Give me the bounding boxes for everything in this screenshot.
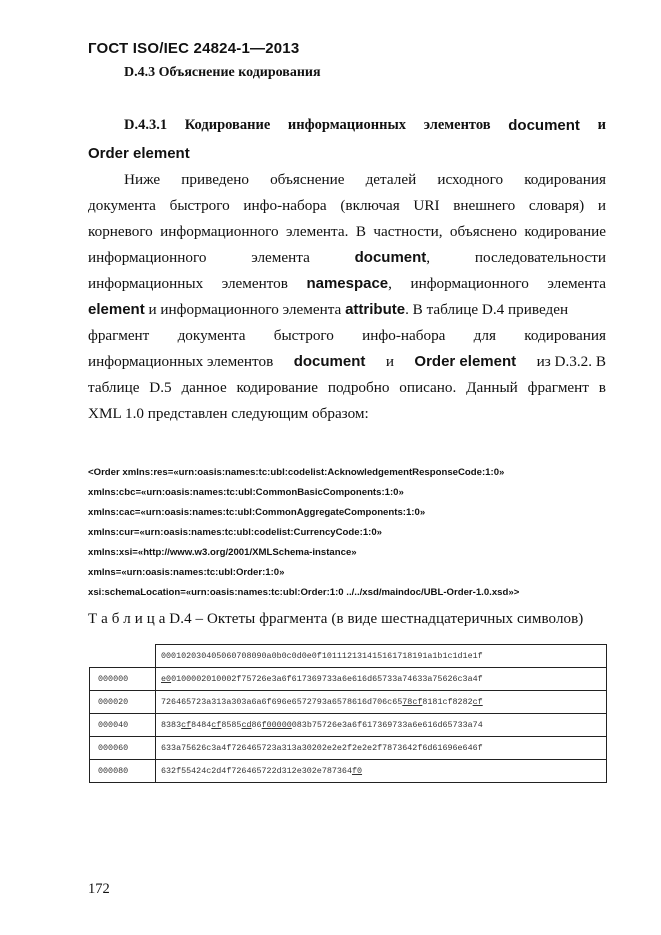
- octets-underlined: e0: [161, 674, 172, 684]
- paragraph-line-3: [88, 219, 606, 245]
- word: быстрого: [169, 197, 230, 214]
- xml-line: xmlns:cac=«urn:oasis:names:tc:ubl:CommonAggregateComponents:1:0»: [88, 507, 426, 518]
- subsection-and: и: [597, 117, 606, 133]
- word: быстрого: [273, 327, 334, 344]
- word: кодирования: [524, 327, 606, 344]
- word: приведено: [181, 171, 249, 188]
- word: внешнего: [453, 197, 516, 214]
- subsection-number: D.4.3.1: [124, 117, 168, 133]
- table-row: [90, 691, 607, 714]
- word: (включая: [340, 197, 400, 214]
- word: данное: [181, 379, 227, 396]
- word: последовательности: [474, 249, 606, 266]
- subsection-word-1: Кодирование: [184, 117, 271, 133]
- paragraph-line-10: XML 1.0 представлен следующим образом:: [88, 405, 369, 422]
- octets: 8383: [161, 720, 182, 730]
- paragraph-line-2: [88, 193, 606, 219]
- keyword-order-element: Order element: [414, 353, 517, 370]
- section-number: D.4.3: [124, 65, 156, 80]
- word: URI: [413, 197, 440, 214]
- octets: 0100002010002f75726e3a6f617369733a6e616d65733a74633a75626c3a4f: [171, 674, 483, 684]
- octets: 083b75726e3a6f617369733a6e616d65733a74: [291, 720, 483, 730]
- word: исходного: [437, 171, 504, 188]
- subsection-heading: [124, 117, 606, 134]
- word: объяснено: [449, 223, 518, 240]
- word: элемента.: [286, 223, 349, 240]
- word: в: [598, 379, 606, 396]
- word: и: [597, 197, 606, 214]
- word: инфо-набора: [243, 197, 327, 214]
- word: частности,: [373, 223, 443, 240]
- word: деталей: [365, 171, 417, 188]
- octets: 8181cf8282: [422, 697, 473, 707]
- paragraph-line-1: [88, 167, 606, 193]
- word: и: [385, 353, 394, 370]
- row-offset: 000040: [90, 714, 156, 737]
- keyword-namespace: namespace: [306, 275, 389, 292]
- word: инфо-набора: [362, 327, 446, 344]
- xml-code-block: [88, 463, 519, 603]
- text: информационных элементов: [88, 353, 274, 370]
- word: кодирование: [524, 223, 606, 240]
- paragraph-line-9: [88, 375, 606, 401]
- row-octets: [156, 760, 607, 783]
- word: кодирование: [236, 379, 319, 396]
- octets: 86: [251, 720, 262, 730]
- table-row: [90, 760, 607, 783]
- table-row: [90, 737, 607, 760]
- word: объяснение: [270, 171, 345, 188]
- header-empty-cell: [90, 645, 156, 668]
- word: корневого: [88, 223, 153, 240]
- xml-line: <Order xmlns:res=«urn:oasis:names:tc:ubl:codelist:AcknowledgementResponseCode:1:0»: [88, 467, 505, 478]
- word: Данный: [466, 379, 518, 396]
- word: для: [473, 327, 496, 344]
- table-header-row: [90, 645, 607, 668]
- word: таблице: [88, 379, 140, 396]
- xml-line: xsi:schemaLocation=«urn:oasis:names:tc:ubl:Order:1:0 ../../xsd/maindoc/UBL-Order-1.0.xsd»>: [88, 587, 520, 598]
- punctuation: ,: [426, 249, 431, 266]
- paragraph-line-8: [88, 349, 606, 375]
- row-offset: 000080: [90, 760, 156, 783]
- keyword-order-element: Order element: [88, 145, 190, 162]
- word: D.5: [149, 379, 172, 396]
- punctuation: ,: [388, 275, 392, 292]
- section-title: Объяснение кодирования: [158, 65, 321, 80]
- word: элемента: [547, 275, 606, 292]
- row-octets: [156, 691, 607, 714]
- word: информационного: [410, 275, 529, 292]
- header-column-offsets: 000102030405060708090a0b0c0d0e0f101112131415161718191a1b1c1d1e1f: [156, 645, 607, 668]
- word: фрагмент: [88, 327, 150, 344]
- word: документа: [177, 327, 246, 344]
- xml-line: xmlns=«urn:oasis:names:tc:ubl:Order:1:0»: [88, 567, 285, 578]
- keyword-group: [355, 245, 430, 271]
- keyword-document: document: [508, 117, 580, 134]
- subsection-word-2: информационных: [287, 117, 407, 133]
- word: кодирования: [524, 171, 606, 188]
- row-offset: 000060: [90, 737, 156, 760]
- body-paragraph: [88, 167, 606, 427]
- word: Ниже: [124, 171, 161, 188]
- octets-underlined: cf: [412, 697, 423, 707]
- row-octets: [156, 714, 607, 737]
- octets-underlined: f0: [351, 766, 363, 776]
- document-standard-header: ГОСТ ISO/IEC 24824-1—2013: [88, 40, 300, 57]
- octets: 8484: [191, 720, 212, 730]
- word: информационного: [160, 223, 279, 240]
- octets-underlined: cf: [211, 720, 222, 730]
- paragraph-line-4: [88, 245, 606, 271]
- word: информационного: [88, 249, 207, 266]
- word: элемента: [251, 249, 310, 266]
- octets-underlined: 78: [402, 697, 413, 707]
- keyword-element: element: [88, 301, 145, 318]
- word: описано.: [399, 379, 457, 396]
- table-caption: Т а б л и ц а D.4 – Октеты фрагмента (в виде шестнадцатеричных символов): [88, 611, 584, 627]
- octets: 633a75626c3a4f726465723a313a30202e2e2f2e2e2f7873642f6d61696e646f: [161, 743, 483, 753]
- octets-underlined: 0000: [271, 720, 292, 730]
- xml-line: xmlns:cur=«urn:oasis:names:tc:ubl:codelist:CurrencyCode:1:0»: [88, 527, 383, 538]
- row-offset: 000000: [90, 668, 156, 691]
- xml-line: xmlns:cbc=«urn:oasis:names:tc:ubl:CommonBasicComponents:1:0»: [88, 487, 404, 498]
- paragraph-line-5: [88, 271, 606, 297]
- page-number: 172: [88, 881, 110, 897]
- keyword-group: [306, 271, 392, 297]
- keyword-document: document: [293, 353, 366, 370]
- octets: 8585: [221, 720, 242, 730]
- row-octets: [156, 668, 607, 691]
- octets-underlined: cf: [472, 697, 483, 707]
- paragraph-line-6: [88, 297, 606, 323]
- octets-underlined: f0: [261, 720, 272, 730]
- paragraph-line-7: [88, 323, 606, 349]
- text: . В таблице D.4 приведен: [405, 301, 569, 318]
- row-offset: 000020: [90, 691, 156, 714]
- word: информационных: [88, 275, 204, 292]
- word: подробно: [327, 379, 390, 396]
- table-row: [90, 714, 607, 737]
- text: и информационного элемента: [148, 301, 342, 318]
- row-octets: [156, 737, 607, 760]
- octets: 726465723a313a303a6a6f696e6572793a6578616d706c65: [161, 697, 403, 707]
- text: из D.3.2. В: [536, 353, 606, 370]
- subsection-word-3: элементов: [423, 117, 491, 133]
- word: словаря): [528, 197, 585, 214]
- word: элементов: [221, 275, 288, 292]
- word: фрагмент: [527, 379, 589, 396]
- xml-line: xmlns:xsi=«http://www.w3.org/2001/XMLSchema-instance»: [88, 547, 357, 558]
- section-heading: [124, 65, 321, 81]
- table-row: [90, 668, 607, 691]
- hex-octet-table: [89, 644, 607, 783]
- keyword-attribute: attribute: [345, 301, 406, 318]
- word: В: [355, 223, 366, 240]
- octets-underlined: cf: [181, 720, 192, 730]
- keyword-document: document: [354, 249, 427, 266]
- octets-underlined: cd: [241, 720, 252, 730]
- word: документа: [88, 197, 156, 214]
- octets: 632f55424c2d4f726465722d312e302e787364: [161, 766, 352, 776]
